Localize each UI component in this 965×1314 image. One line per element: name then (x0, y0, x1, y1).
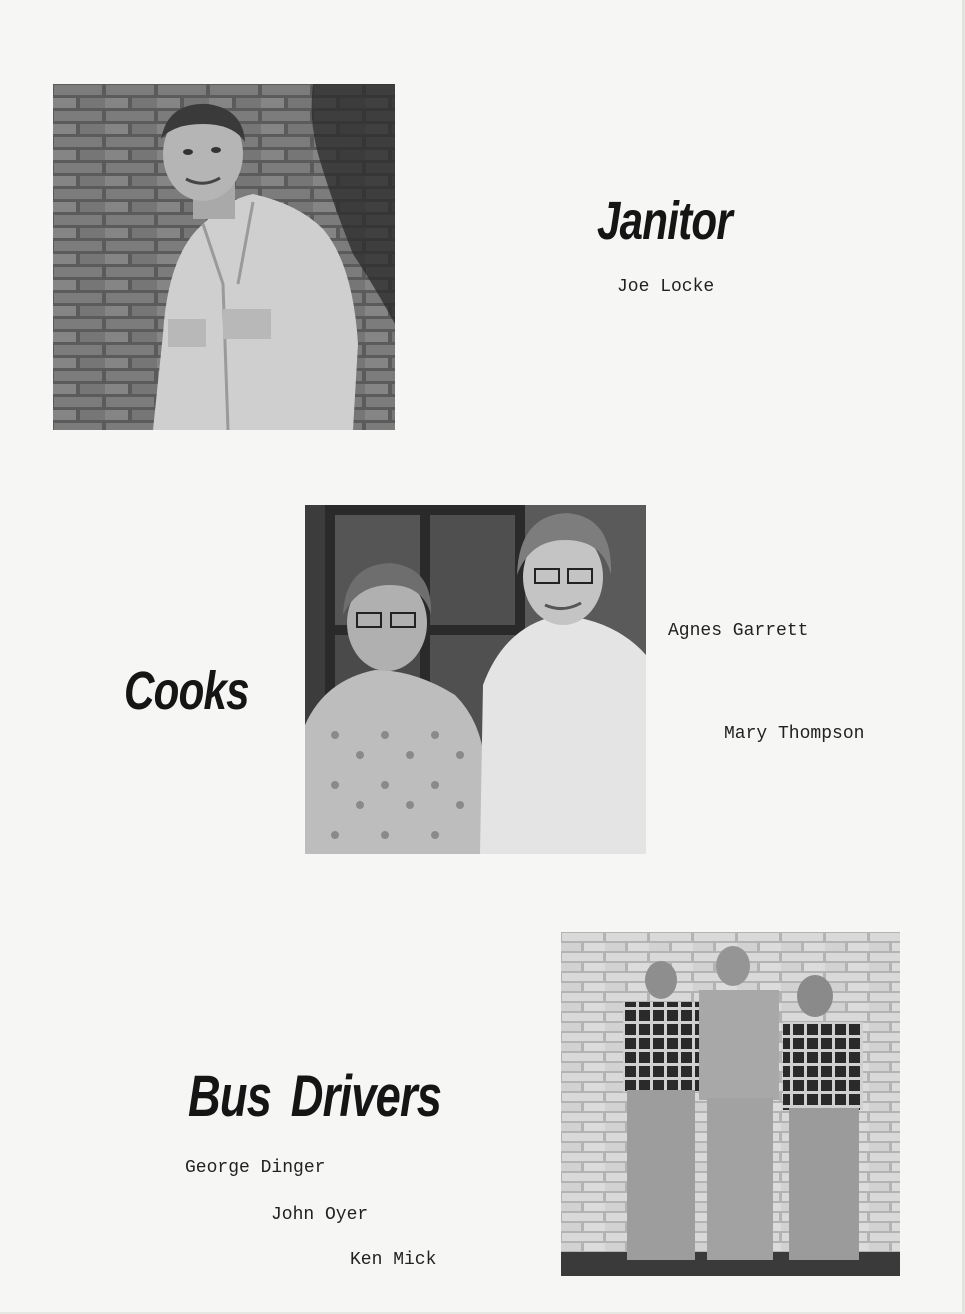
bus-drivers-name-1: George Dinger (185, 1158, 326, 1178)
bus-drivers-photo (561, 932, 900, 1276)
janitor-photo (53, 84, 395, 430)
janitor-heading: Janitor (597, 191, 732, 251)
cooks-name-1: Agnes Garrett (668, 621, 809, 641)
cooks-portrait-photo-icon (305, 505, 646, 854)
cooks-name-2: Mary Thompson (724, 724, 865, 744)
bus-drivers-name-2: John Oyer (271, 1205, 369, 1225)
janitor-portrait-photo-icon (53, 84, 395, 430)
cooks-photo (305, 505, 646, 854)
bus-drivers-name-3: Ken Mick (350, 1250, 437, 1270)
janitor-name-1: Joe Locke (617, 277, 715, 297)
cooks-heading: Cooks (124, 661, 249, 721)
bus-drivers-heading: Bus Drivers (188, 1064, 442, 1129)
bus-drivers-group-photo-icon (561, 932, 900, 1276)
